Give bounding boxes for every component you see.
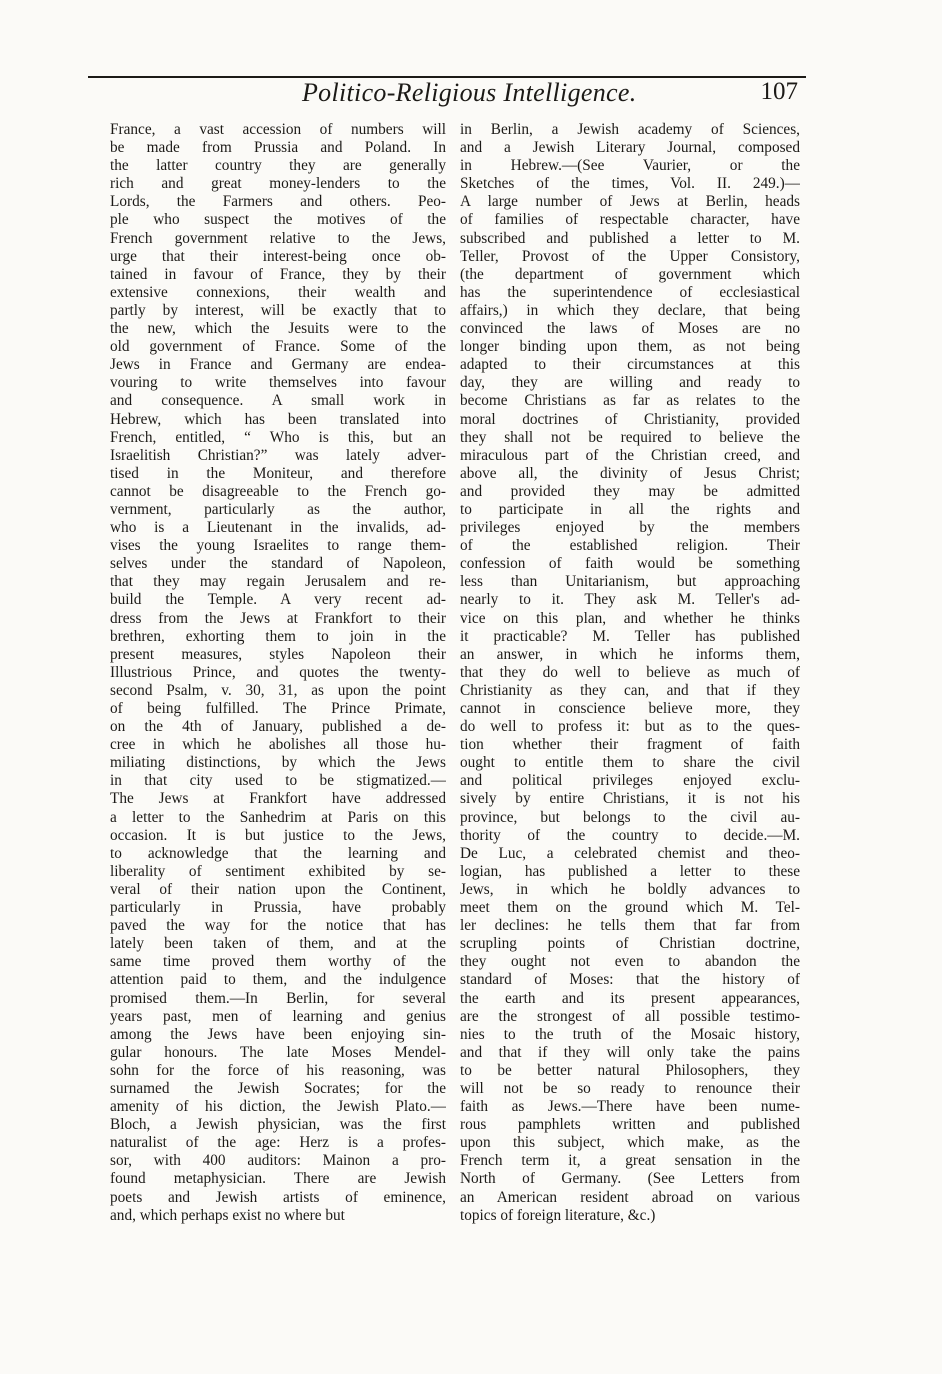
text-line: become Christians as far as relates to the: [460, 392, 800, 410]
text-line: that they may regain Jerusalem and re-: [110, 573, 446, 591]
text-line: amenity of his diction, the Jewish Plato.—: [110, 1098, 446, 1116]
text-line: of the established religion. Their: [460, 537, 800, 555]
text-line: in Hebrew.—(See Vaurier, or the: [460, 157, 800, 175]
text-line: to participate in all the rights and: [460, 500, 800, 518]
text-line: in that city used to be stigmatized.—: [110, 772, 446, 790]
text-line: nies to the truth of the Mosaic history,: [460, 1025, 800, 1043]
text-line: partly by interest, will be exactly that to: [110, 301, 446, 319]
text-line: gular honours. The late Moses Mendel-: [110, 1043, 446, 1061]
text-line: selves under the standard of Napoleon,: [110, 555, 446, 573]
text-line: they ought not even to abandon the: [460, 953, 800, 971]
text-line: second Psalm, v. 30, 31, as upon the point: [110, 681, 446, 699]
text-line: particularly in Prussia, have probably: [110, 899, 446, 917]
text-line: promised them.—In Berlin, for several: [110, 989, 446, 1007]
text-line: tion whether their fragment of faith: [460, 736, 800, 754]
text-line: Christianity as they can, and that if they: [460, 681, 800, 699]
text-line: standard of Moses: that the history of: [460, 971, 800, 989]
text-line: years past, men of learning and genius: [110, 1007, 446, 1025]
right-column: [460, 121, 800, 1225]
text-line: vises the young Israelites to range them-: [110, 537, 446, 555]
text-line: vernment, particularly as the author,: [110, 500, 446, 518]
text-line: extensive connexions, their wealth and: [110, 283, 446, 301]
text-line: surnamed the Jewish Socrates; for the: [110, 1079, 446, 1097]
text-line: among the Jews have been enjoying sin-: [110, 1025, 446, 1043]
text-line: French government relative to the Jews,: [110, 229, 446, 247]
text-line: French, entitled, “ Who is this, but an: [110, 428, 446, 446]
text-line: cree in which he abolishes all those hu-: [110, 736, 446, 754]
text-line: scrupling points of Christian doctrine,: [460, 935, 800, 953]
text-line: Sketches of the times, Vol. II. 249.)—: [460, 175, 800, 193]
text-line: Jews, in which he boldly advances to: [460, 880, 800, 898]
text-line: convinced the laws of Moses are no: [460, 320, 800, 338]
text-line: cannot in conscience believe more, they: [460, 700, 800, 717]
text-line: of being fulfilled. The Prince Primate,: [110, 700, 446, 717]
text-line: and that if they will only take the pains: [460, 1043, 800, 1061]
text-line: tained in favour of France, they by their: [110, 265, 446, 283]
text-line: confession of faith would be something: [460, 555, 800, 573]
text-line: upon this subject, which make, as the: [460, 1134, 800, 1152]
text-line: Teller, Provost of the Upper Consistory,: [460, 247, 800, 265]
text-line: rich and great money-lenders to the: [110, 175, 446, 193]
text-line: brethren, exhorting them to join in the: [110, 627, 446, 645]
text-line: a letter to the Sanhedrim at Paris on this: [110, 808, 446, 826]
text-line: and, which perhaps exist no where but: [110, 1206, 345, 1224]
text-line: who is a Lieutenant in the invalids, ad-: [110, 519, 446, 537]
text-line: Israelitish Christian?” was lately adver-: [110, 446, 446, 464]
text-line: build the Temple. A very recent ad-: [110, 591, 446, 609]
text-line: dress from the Jews at Frankfort to their: [110, 609, 446, 627]
text-line: A large number of Jews at Berlin, heads: [460, 193, 800, 211]
text-line: The Jews at Frankfort have addressed: [110, 790, 446, 808]
text-line: North of Germany. (See Letters from: [460, 1170, 800, 1188]
text-line: found metaphysician. There are Jewish: [110, 1170, 446, 1188]
running-title: Politico-Religious Intelligence.: [302, 78, 637, 107]
text-line: the latter country they are generally: [110, 157, 446, 175]
text-line: it practicable? M. Teller has published: [460, 627, 800, 645]
text-line: above all, the divinity of Jesus Christ;: [460, 464, 800, 482]
left-column: [110, 121, 446, 1225]
text-line: same time proved them worthy of the: [110, 953, 446, 971]
text-line: vice on this plan, and whether he thinks: [460, 609, 800, 627]
text-line: an answer, in which he informs them,: [460, 645, 800, 663]
text-line: rous pamphlets written and published: [460, 1116, 800, 1134]
text-line: to acknowledge that the learning and: [110, 844, 446, 862]
text-line: urge that their interest-being once ob-: [110, 247, 446, 265]
text-line: less than Unitarianism, but approaching: [460, 573, 800, 591]
text-line: faith as Jews.—There have been nume-: [460, 1098, 800, 1116]
text-line: be made from Prussia and Poland. In: [110, 139, 446, 157]
text-line: old government of France. Some of the: [110, 338, 446, 356]
text-line: naturalist of the age: Herz is a profes-: [110, 1134, 446, 1152]
text-line: adapted to their circumstances at this: [460, 356, 800, 374]
text-line: sor, with 400 auditors: Mainon a pro-: [110, 1152, 446, 1170]
text-line: thority of the country to decide.—M.: [460, 826, 800, 844]
page-number: 107: [760, 78, 798, 105]
text-line: meet them on the ground which M. Tel-: [460, 899, 800, 917]
text-line: tised in the Moniteur, and therefore: [110, 464, 446, 482]
text-line: miliating distinctions, by which the Jews: [110, 754, 446, 772]
text-line: attention paid to them, and the indulgence: [110, 971, 446, 989]
text-line: an American resident abroad on various: [460, 1188, 800, 1206]
text-line: cannot be disagreeable to the French go-: [110, 482, 446, 500]
text-line: are the strongest of all possible testimo-: [460, 1007, 800, 1025]
text-line: De Luc, a celebrated chemist and theo-: [460, 844, 800, 862]
text-line: paved the way for the notice that has: [110, 917, 446, 935]
text-line: and political privileges enjoyed exclu-: [460, 772, 800, 790]
text-line: to be better natural Philosophers, they: [460, 1061, 800, 1079]
text-line: lately been taken of them, and at the: [110, 935, 446, 953]
page-header: [88, 78, 806, 112]
text-line: veral of their nation upon the Continent,: [110, 880, 446, 898]
text-line: the new, which the Jesuits were to the: [110, 320, 446, 338]
text-line: poets and Jewish artists of eminence,: [110, 1188, 446, 1206]
text-line: Jews in France and Germany are endea-: [110, 356, 446, 374]
text-line: and a Jewish Literary Journal, composed: [460, 139, 800, 157]
text-line: do well to profess it: but as to the ques-: [460, 718, 800, 736]
text-line: logian, has published a letter to these: [460, 862, 800, 880]
text-line: vouring to write themselves into favour: [110, 374, 446, 392]
text-line: province, but belongs to the civil au-: [460, 808, 800, 826]
text-line: ought to entitle them to share the civil: [460, 754, 800, 772]
text-line: ple who suspect the motives of the: [110, 211, 446, 229]
text-line: and provided they may be admitted: [460, 482, 800, 500]
text-line: of families of respectable character, have: [460, 211, 800, 229]
text-line: longer binding upon them, as not being: [460, 338, 800, 356]
text-line: that they do well to believe as much of: [460, 663, 800, 681]
text-line: Bloch, a Jewish physician, was the first: [110, 1116, 446, 1134]
text-line: nearly to it. They ask M. Teller's ad-: [460, 591, 800, 609]
text-line: subscribed and published a letter to M.: [460, 229, 800, 247]
text-line: and consequence. A small work in: [110, 392, 446, 410]
text-line: occasion. It is but justice to the Jews,: [110, 826, 446, 844]
text-line: day, they are willing and ready to: [460, 374, 800, 392]
text-line: ler declines: he tells them that far from: [460, 917, 800, 935]
text-line: sohn for the force of his reasoning, was: [110, 1061, 446, 1079]
text-line: French term it, a great sensation in the: [460, 1152, 800, 1170]
text-line: present measures, styles Napoleon their: [110, 645, 446, 663]
text-line: topics of foreign literature, &c.): [460, 1206, 656, 1224]
text-line: sively by entire Christians, it is not his: [460, 790, 800, 808]
text-line: has the superintendence of ecclesiastical: [460, 283, 800, 301]
text-line: affairs,) in which they declare, that being: [460, 301, 800, 319]
text-line: Illustrious Prince, and quotes the twenty-: [110, 663, 446, 681]
text-line: in Berlin, a Jewish academy of Sciences,: [460, 121, 800, 138]
text-line: France, a vast accession of numbers will: [110, 121, 446, 138]
text-line: privileges enjoyed by the members: [460, 519, 800, 537]
text-line: (the department of government which: [460, 265, 800, 283]
text-line: the earth and its present appearances,: [460, 989, 800, 1007]
text-line: Hebrew, which has been translated into: [110, 410, 446, 428]
text-line: Lords, the Farmers and others. Peo-: [110, 193, 446, 211]
text-line: will not be so ready to renounce their: [460, 1079, 800, 1097]
text-line: miraculous part of the Christian creed, and: [460, 446, 800, 464]
text-line: on the 4th of January, published a de-: [110, 718, 446, 736]
text-line: they shall not be required to believe the: [460, 428, 800, 446]
text-line: liberality of sentiment exhibited by se-: [110, 862, 446, 880]
text-line: moral doctrines of Christianity, provided: [460, 410, 800, 428]
